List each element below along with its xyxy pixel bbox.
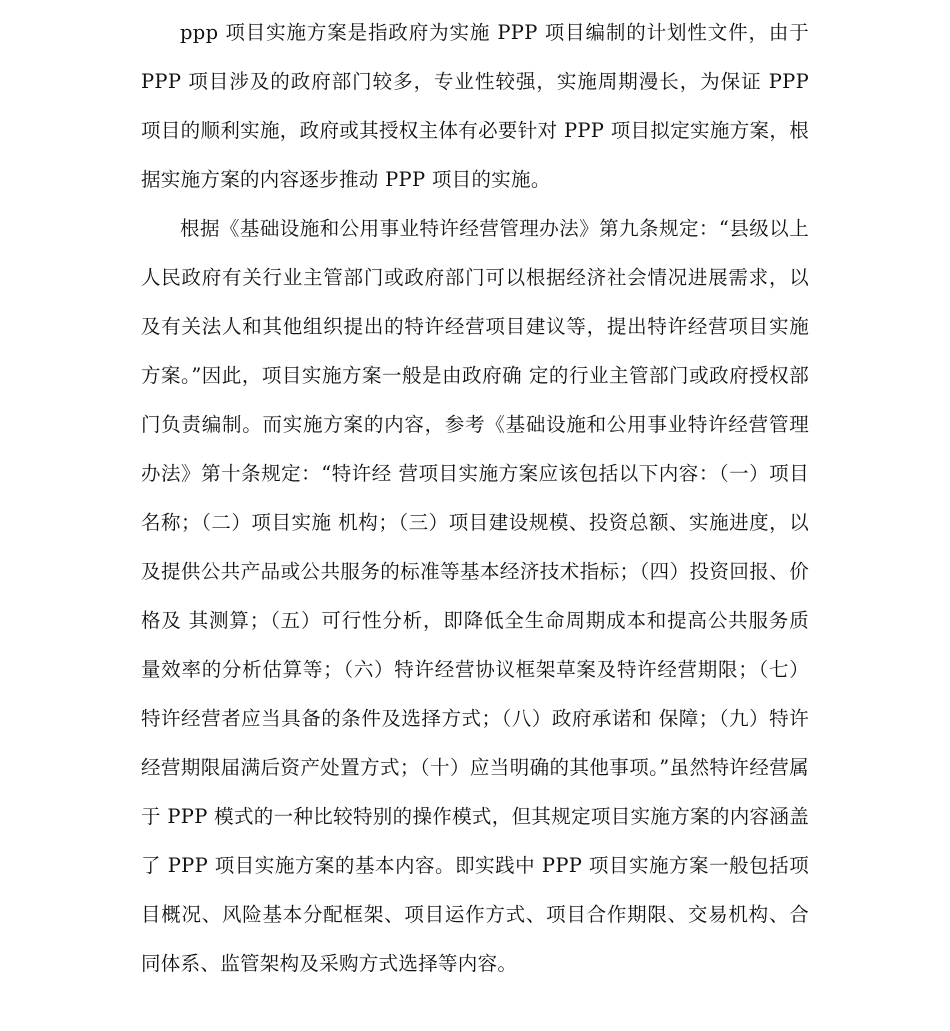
paragraph-ppp-definition: ppp 项目实施方案是指政府为实施 PPP 项目编制的计划性文件，由于 PPP 项目涉及的政府部门较多，专业性较强，实施周期漫长，为保证 PPP 项目的顺利实施，政府或其授权主体有必要针对 PPP 项目拟定实施方案，根据实施方案的内容逐步推动 PPP 项目的实施。 [141,21,809,191]
paragraph-implementation-plan-content: 根据《基础设施和公用事业特许经营管理办法》第九条规定：“县级以上人民政府有关行业主管部门或政府部门可以根据经济社会情况进展需求，以及有关法人和其他组织提出的特许经营项目建议等，提出特许经营项目实施方案。”因此，项目实施方案一般是由政府确 定的行业主管部门或政府授权部门负责编制。而实施方案的内容，参考《基础设施和公用事业特许经营管理办法》第十条规定：“特许经 营项目实施方案应该包括以下内容：（一）项目名称；（二）项目实施 机构；（三）项目建设规模、投资总额、实施进度，以及提供公共产品或公共服务的标准等基本经济技术指标；（四）投资回报、价格及 其测算；（五）可行性分析，即降低全生命周期成本和提高公共服务质量效率的分析估算等；（六）特许经营协议框架草案及特许经营期限；（七）特许经营者应当具备的条件及选择方式；（八）政府承诺和 保障；（九）特许经营期限届满后资产处置方式；（十）应当明确的其他事项。”虽然特许经营属于 PPP 模式的一种比较特别的操作模式，但其规定项目实施方案的内容涵盖了 PPP 项目实施方案的基本内容。即实践中 PPP 项目实施方案一般包括项目概况、风险基本分配框架、项目运作方式、项目合作期限、交易机构、合同体系、监管架构及采购方式选择等内容。 [141,217,809,975]
document-page [141,8,809,988]
